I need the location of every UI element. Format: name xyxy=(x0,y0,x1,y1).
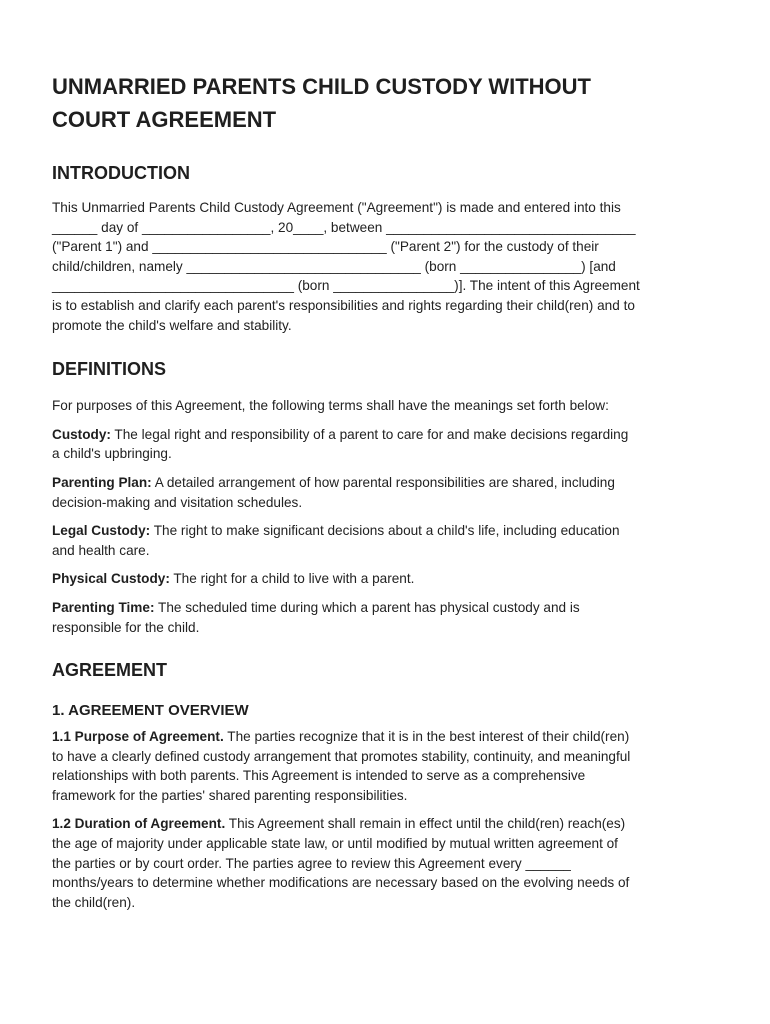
definition-term: Legal Custody: xyxy=(52,523,151,539)
paragraph-line xyxy=(52,521,722,541)
definitions-heading: DEFINITIONS xyxy=(52,359,167,380)
clause-text: This Agreement shall remain in effect until the child(ren) reach(es) xyxy=(225,816,626,832)
definition-text: The scheduled time during which a parent has physical custody and is xyxy=(154,599,580,615)
paragraph-line: the parties or by court order. The parties agree to review this Agreement every ______ xyxy=(52,855,571,871)
paragraph-line xyxy=(52,814,722,834)
definition-term: Physical Custody: xyxy=(52,571,170,587)
document-title-line: COURT AGREEMENT xyxy=(52,107,277,132)
paragraph-line xyxy=(52,598,722,618)
paragraph-line xyxy=(52,473,722,493)
paragraph-line xyxy=(52,425,722,445)
paragraph-line: responsible for the child. xyxy=(52,619,200,635)
clause-paragraph xyxy=(52,727,722,805)
definition-term: Parenting Time: xyxy=(52,599,155,615)
paragraph-line: is to establish and clarify each parent's responsibilities and rights regarding their child(ren) and to xyxy=(52,297,635,313)
definition-text: The right for a child to live with a parent. xyxy=(169,571,415,587)
definition-text: The right to make significant decisions about a child's life, including education xyxy=(150,523,620,539)
paragraph-line: relationships with both parents. This Agreement is intended to serve as a comprehensive xyxy=(52,768,586,784)
document-title-line: UNMARRIED PARENTS CHILD CUSTODY WITHOUT xyxy=(52,74,591,99)
paragraph-line: a child's upbringing. xyxy=(52,446,172,462)
introduction-paragraph xyxy=(52,198,722,335)
paragraph-line: ("Parent 1") and _______________________________ ("Parent 2") for the custody of their xyxy=(52,239,599,255)
document-content xyxy=(52,70,722,912)
paragraph-line xyxy=(52,569,722,589)
paragraph-line: This Unmarried Parents Child Custody Agreement ("Agreement") is made and entered into this xyxy=(52,200,621,215)
paragraph-line: months/years to determine whether modifications are necessary based on the evolving needs of xyxy=(52,875,630,891)
document-title xyxy=(52,70,722,136)
clause-paragraph xyxy=(52,814,722,912)
definition-item xyxy=(52,598,722,637)
agreement-overview-heading: 1. AGREEMENT OVERVIEW xyxy=(52,702,249,720)
definition-term: Parenting Plan: xyxy=(52,474,152,490)
paragraph-line: framework for the parties' shared parenting responsibilities. xyxy=(52,787,408,803)
clause-text: The parties recognize that it is in the best interest of their child(ren) xyxy=(223,729,630,745)
paragraph-line: to have a clearly defined custody arrangement that promotes stability, continuity, and meaningful xyxy=(52,748,631,764)
definition-text: A detailed arrangement of how parental responsibilities are shared, including xyxy=(151,474,615,490)
definition-term: Custody: xyxy=(52,426,111,442)
paragraph-line: the child(ren). xyxy=(52,894,136,910)
paragraph-line: promote the child's welfare and stability. xyxy=(52,317,292,333)
paragraph-line: the age of majority under applicable state law, or until modified by mutual written agreement of xyxy=(52,836,618,852)
paragraph-line: ________________________________ (born ________________)]. The intent of this Agreement xyxy=(52,278,640,294)
paragraph-line xyxy=(52,727,722,747)
definitions-intro xyxy=(52,396,722,416)
paragraph-line: For purposes of this Agreement, the following terms shall have the meanings set forth below: xyxy=(52,398,609,414)
definition-item xyxy=(52,473,722,512)
definition-item xyxy=(52,569,722,589)
agreement-heading: AGREEMENT xyxy=(52,660,168,681)
clause-label: 1.1 Purpose of Agreement. xyxy=(52,729,224,745)
paragraph-line: and health care. xyxy=(52,542,150,558)
definition-text: The legal right and responsibility of a parent to care for and make decisions regarding xyxy=(110,426,629,442)
introduction-heading: INTRODUCTION xyxy=(52,163,190,183)
paragraph-line: ______ day of _________________, 20____, between _________________________________ xyxy=(52,219,636,235)
paragraph-line: child/children, namely _______________________________ (born ________________) [and xyxy=(52,258,616,274)
definition-item xyxy=(52,521,722,560)
definition-item xyxy=(52,425,722,464)
paragraph-line: decision-making and visitation schedules. xyxy=(52,494,303,510)
clause-label: 1.2 Duration of Agreement. xyxy=(52,816,226,832)
